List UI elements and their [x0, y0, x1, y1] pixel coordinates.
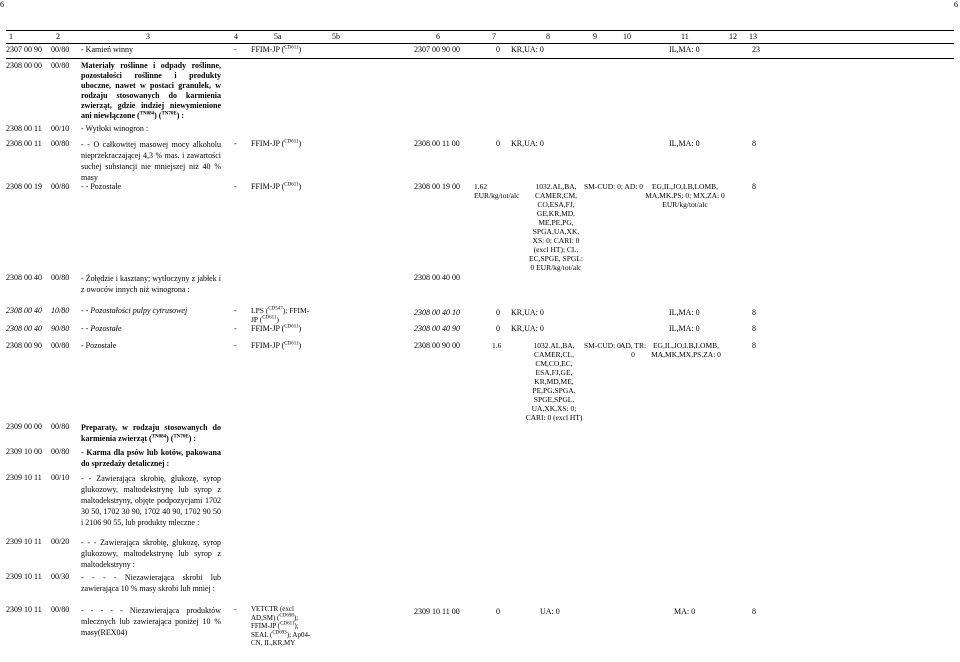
preferential-rate: IL,MA: 0: [669, 308, 700, 317]
page-number: 6: [954, 0, 958, 9]
dash: -: [234, 139, 237, 148]
export-code: 2309 10 11 00: [414, 607, 460, 616]
duty-rate: 0: [496, 607, 500, 616]
description: - - - - Niezawierająca skrobi lub zawierająca 10 % masy skrobi lub mniej :: [81, 573, 221, 593]
export-code: 2308 00 40 00: [414, 273, 460, 282]
description: - - - Zawierająca skrobię, glukozę, syrop glukozowy, maltodekstrynę lub syrop z maltodekstryny :: [81, 538, 221, 569]
suffix: 00/80: [51, 139, 70, 148]
suffix: 00/80: [51, 273, 70, 282]
description: - Karma dla psów lub kotów, pakowana do sprzedaży detalicznej :: [81, 448, 221, 468]
col-header: 5b: [332, 32, 340, 41]
unit-code: 8: [752, 341, 756, 350]
suffix: 00/80: [51, 61, 70, 70]
preferential-rate: MA: 0: [674, 607, 696, 616]
col-header: 13: [749, 32, 757, 41]
rule: [6, 30, 954, 31]
dash: -: [234, 324, 237, 333]
cn-code: 2308 00 40: [6, 273, 42, 282]
duty-rate: 0: [496, 45, 500, 54]
cn-code: 2308 00 11: [6, 124, 42, 133]
duty-rate: 1.6: [492, 341, 502, 350]
export-code: 2307 00 90 00: [414, 45, 460, 54]
preferential-rate: IL,MA: 0: [669, 139, 700, 148]
col-header: 3: [146, 32, 150, 41]
cn-code: 2309 10 11: [6, 572, 42, 581]
preferential-rate: EG,IL,JO,LB,LOMB, MA,MK,MX,PS,ZA: 0: [651, 341, 721, 359]
description: - - Pozostałe: [81, 182, 121, 191]
duty-rate: 0: [496, 308, 500, 317]
cn-code: 2309 10 11: [6, 605, 42, 614]
duty-rate: 0: [496, 139, 500, 148]
export-code: 2308 00 19 00: [414, 182, 460, 191]
unit-code: 23: [752, 45, 760, 54]
suffix: 90/80: [51, 324, 70, 333]
col-header: 1: [9, 32, 13, 41]
tariff-measure: FFIM-JP ($^{CD611}$): [251, 45, 302, 54]
suffix: 00/80: [51, 422, 70, 431]
cn-code: 2309 10 11: [6, 537, 42, 546]
preferential-rate: 1032.AL,BA, CAMER,CM, CO,ESA,FJ, GE,KR,MD, ME,PE,PG, SPGA,UA,XK, XS: 0; CARI: 0 (excl HT); CL, EC,SPGE, SPGL: 0 EUR/kg/tot/alc: [529, 182, 583, 272]
export-code: 2308 00 40 90: [414, 324, 460, 333]
dash: -: [234, 341, 237, 350]
preferential-rate: IL,MA: 0: [669, 45, 700, 54]
description: Materiały roślinne i odpady roślinne, pozostałości roślinne i produkty uboczne, nawet w postaci granulek, w rodzaju stosowanych do karmienia zwierząt, gdzie indziej niewymienione ani niewłączone ($^{TN084}$) ($^{TN70E}$) :: [81, 61, 221, 120]
rule: [6, 43, 954, 44]
col-header: 6: [436, 32, 440, 41]
cn-code: 2309 00 00: [6, 422, 42, 431]
dash: -: [234, 605, 237, 614]
unit-code: 8: [752, 139, 756, 148]
table-row: [6, 58, 954, 120]
description: - - O całkowitej masowej mocy alkoholu nieprzekraczającej 4,3 % mas. i zawartości suchej substancji nie mniejszej niż 40 % masy: [81, 140, 221, 182]
cn-code: 2308 00 40: [6, 324, 42, 333]
col-header: 10: [623, 32, 631, 41]
description: - Żołędzie i kasztany; wytłoczyny z jabłek i z owoców innych niż winogrona :: [81, 274, 221, 294]
tariff-measure: VETCTR (excl AD,SM) ($^{CD698}$); FFIM-JP ($^{CD611}$); SEAL ($^{CD693}$); Ap04-CN, IL,KR,MY: [251, 605, 311, 647]
suffix: 10/80: [51, 306, 70, 315]
cn-code: 2308 00 90: [6, 341, 42, 350]
page-number: 6: [0, 0, 4, 9]
unit-code: 8: [752, 182, 756, 191]
col-header: 5a: [274, 32, 282, 41]
cn-code: 2309 10 00: [6, 447, 42, 456]
preferential-rate: UA: 0: [540, 607, 560, 616]
cn-code: 2309 10 11: [6, 473, 42, 482]
description: Preparaty, w rodzaju stosowanych do karmienia zwierząt ($^{TN084}$) ($^{TN70E}$) :: [81, 423, 221, 443]
description: - Pozostałe: [81, 341, 117, 350]
tariff-measure: FFIM-JP ($^{CD611}$): [251, 324, 302, 333]
col-header: 8: [546, 32, 550, 41]
suffix: 00/10: [51, 124, 70, 133]
tariff-measure: LPS ($^{CD547}$); FFIM-JP ($^{CD611}$): [251, 306, 310, 324]
preferential-rate: KR,UA: 0: [511, 308, 544, 317]
tariff-measure: FFIM-JP ($^{CD611}$): [251, 341, 302, 350]
dash: -: [234, 45, 237, 54]
cn-code: 2308 00 00: [6, 61, 42, 70]
col-header: 2: [56, 32, 60, 41]
preferential-rate: SM-CUD: 0; AD: 0: [584, 182, 643, 191]
preferential-rate: KR,UA: 0: [511, 45, 544, 54]
unit-code: 8: [752, 324, 756, 333]
dash: -: [234, 306, 237, 315]
description: - Wytłoki winogron :: [81, 124, 149, 133]
suffix: 00/30: [51, 572, 70, 581]
unit-code: 8: [752, 607, 756, 616]
preferential-rate: KR,UA: 0: [511, 139, 544, 148]
cn-code: 2307 00 90: [6, 45, 42, 54]
description: - - - - - Niezawierająca produktów mlecznych lub zawierająca poniżej 10 % masy(REX04): [81, 606, 221, 637]
col-header: 11: [681, 32, 689, 41]
dash: -: [234, 182, 237, 191]
suffix: 00/80: [51, 341, 70, 350]
suffix: 00/20: [51, 537, 70, 546]
col-header: 4: [234, 32, 238, 41]
export-code: 2308 00 11 00: [414, 139, 460, 148]
cn-code: 2308 00 11: [6, 139, 42, 148]
suffix: 00/80: [51, 182, 70, 191]
description: - - Zawierająca skrobię, glukozę, syrop glukozowy, maltodekstrynę lub syrop z maltodekstryny, objęte podpozycjami 1702 30 50, 1702 30 90, 1702 40 90, 1702 90 50 i 2106 90 55, lub produkty mleczne :: [81, 474, 221, 527]
preferential-rate: KR,UA: 0: [511, 324, 544, 333]
export-code: 2308 00 90 00: [414, 341, 460, 350]
suffix: 00/80: [51, 447, 70, 456]
col-header: 12: [729, 32, 737, 41]
unit-code: 8: [752, 308, 756, 317]
description: - - Pozostałe: [81, 324, 122, 333]
description: - Kamień winny: [81, 45, 133, 54]
duty-rate: 0: [496, 324, 500, 333]
preferential-rate: AD, TR: 0: [619, 341, 647, 359]
tariff-measure: FFIM-JP ($^{CD611}$): [251, 139, 302, 148]
cn-code: 2308 00 19: [6, 182, 42, 191]
export-code: 2308 00 40 10: [414, 308, 460, 317]
suffix: 00/80: [51, 45, 70, 54]
preferential-rate: EG,IL,JO,LB,LOMB, MA,MK,PS: 0; MX,ZA: 0 EUR/kg/tot/alc: [645, 182, 725, 209]
preferential-rate: 1032.AL,BA, CAMER,CL, CM,CO,EC, ESA,FJ,GE, KR,MD,ME, PE,PG,SPGA, SPGE,SPGL, UA,XK,XS: 0; CARI: 0 (excl HT): [525, 341, 583, 422]
tariff-measure: FFIM-JP ($^{CD611}$): [251, 182, 302, 191]
preferential-rate: IL,MA: 0: [669, 324, 700, 333]
col-header: 9: [593, 32, 597, 41]
preferential-rate: SM-CUD: 0: [584, 341, 621, 350]
suffix: 00/80: [51, 605, 70, 614]
cn-code: 2308 00 40: [6, 306, 42, 315]
suffix: 00/10: [51, 473, 70, 482]
duty-rate: 1.62 EUR/kg/tot/alc: [474, 182, 520, 200]
column-header-row: [6, 30, 954, 44]
description: - - Pozostałości pulpy cytrusowej: [81, 306, 188, 315]
col-header: 7: [492, 32, 496, 41]
